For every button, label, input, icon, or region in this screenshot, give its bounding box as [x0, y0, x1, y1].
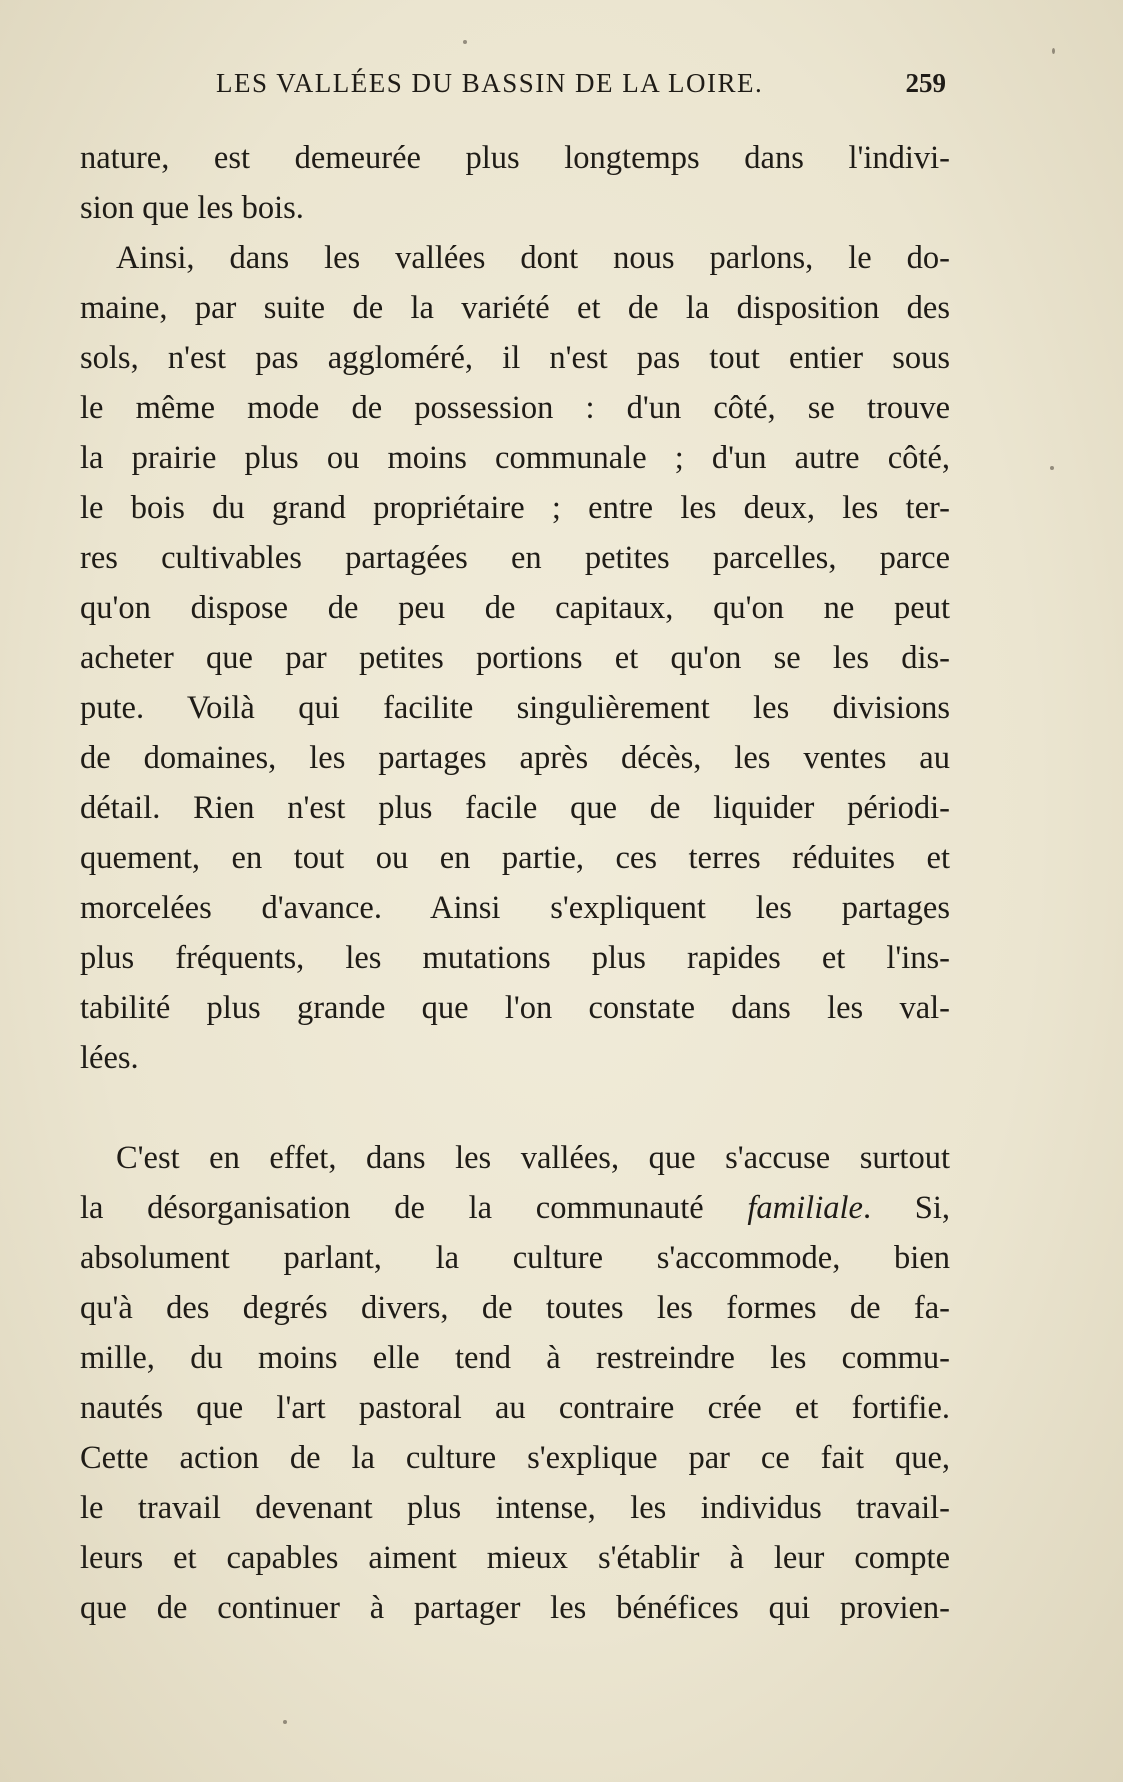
paper-speck — [283, 1720, 287, 1724]
paper-speck — [1050, 466, 1054, 470]
text-line: morcelées d'avance. Ainsi s'expliquent les partages — [80, 890, 950, 926]
text-line: le bois du grand propriétaire ; entre les deux, les ter- — [80, 490, 950, 526]
text-line: pute. Voilà qui facilite singulièrement les divisions — [80, 690, 950, 726]
text-line: qu'à des degrés divers, de toutes les formes de fa- — [80, 1290, 950, 1326]
text-line: quement, en tout ou en partie, ces terres réduites et — [80, 840, 950, 876]
text-line: C'est en effet, dans les vallées, que s'accuse surtout — [116, 1140, 950, 1176]
text-line: Cette action de la culture s'explique par ce fait que, — [80, 1440, 950, 1476]
running-title: LES VALLÉES DU BASSIN DE LA LOIRE. — [216, 68, 764, 98]
page-header — [80, 68, 950, 108]
paragraph-1 — [80, 133, 950, 233]
text-line: mille, du moins elle tend à restreindre les commu- — [80, 1340, 950, 1376]
text-line: de domaines, les partages après décès, les ventes au — [80, 740, 950, 776]
text-line: res cultivables partagées en petites parcelles, parce — [80, 540, 950, 576]
text-line: nautés que l'art pastoral au contraire crée et fortifie. — [80, 1390, 950, 1426]
text-line: sion que les bois. — [80, 190, 304, 226]
text-line: Ainsi, dans les vallées dont nous parlons, le do- — [116, 240, 950, 276]
text-line: que de continuer à partager les bénéfices qui provien- — [80, 1590, 950, 1626]
text-line: maine, par suite de la variété et de la disposition des — [80, 290, 950, 326]
italic-word: familiale — [747, 1190, 863, 1226]
text-line: détail. Rien n'est plus facile que de liquider périodi- — [80, 790, 950, 826]
text-line: la désorganisation de la communauté familiale. Si, — [80, 1190, 950, 1226]
body-text — [80, 133, 950, 1633]
page-number: 259 — [905, 68, 946, 98]
text-line: leurs et capables aiment mieux s'établir à leur compte — [80, 1540, 950, 1576]
paragraph-3 — [80, 1133, 950, 1633]
text-line: nature, est demeurée plus longtemps dans l'indivi- — [80, 140, 950, 176]
text-line: absolument parlant, la culture s'accommode, bien — [80, 1240, 950, 1276]
text-line: le travail devenant plus intense, les individus travail- — [80, 1490, 950, 1526]
paper-speck — [463, 40, 467, 44]
text-line: plus fréquents, les mutations plus rapides et l'ins- — [80, 940, 950, 976]
text-line: le même mode de possession : d'un côté, se trouve — [80, 390, 950, 426]
text-line: qu'on dispose de peu de capitaux, qu'on ne peut — [80, 590, 950, 626]
paper-speck — [1052, 48, 1055, 54]
text-line: tabilité plus grande que l'on constate dans les val- — [80, 990, 950, 1026]
text-line: lées. — [80, 1040, 139, 1076]
text-line: la prairie plus ou moins communale ; d'un autre côté, — [80, 440, 950, 476]
text-line: acheter que par petites portions et qu'on se les dis- — [80, 640, 950, 676]
paragraph-2 — [80, 233, 950, 1083]
paragraph-gap — [80, 1083, 950, 1133]
text-line: sols, n'est pas aggloméré, il n'est pas tout entier sous — [80, 340, 950, 376]
